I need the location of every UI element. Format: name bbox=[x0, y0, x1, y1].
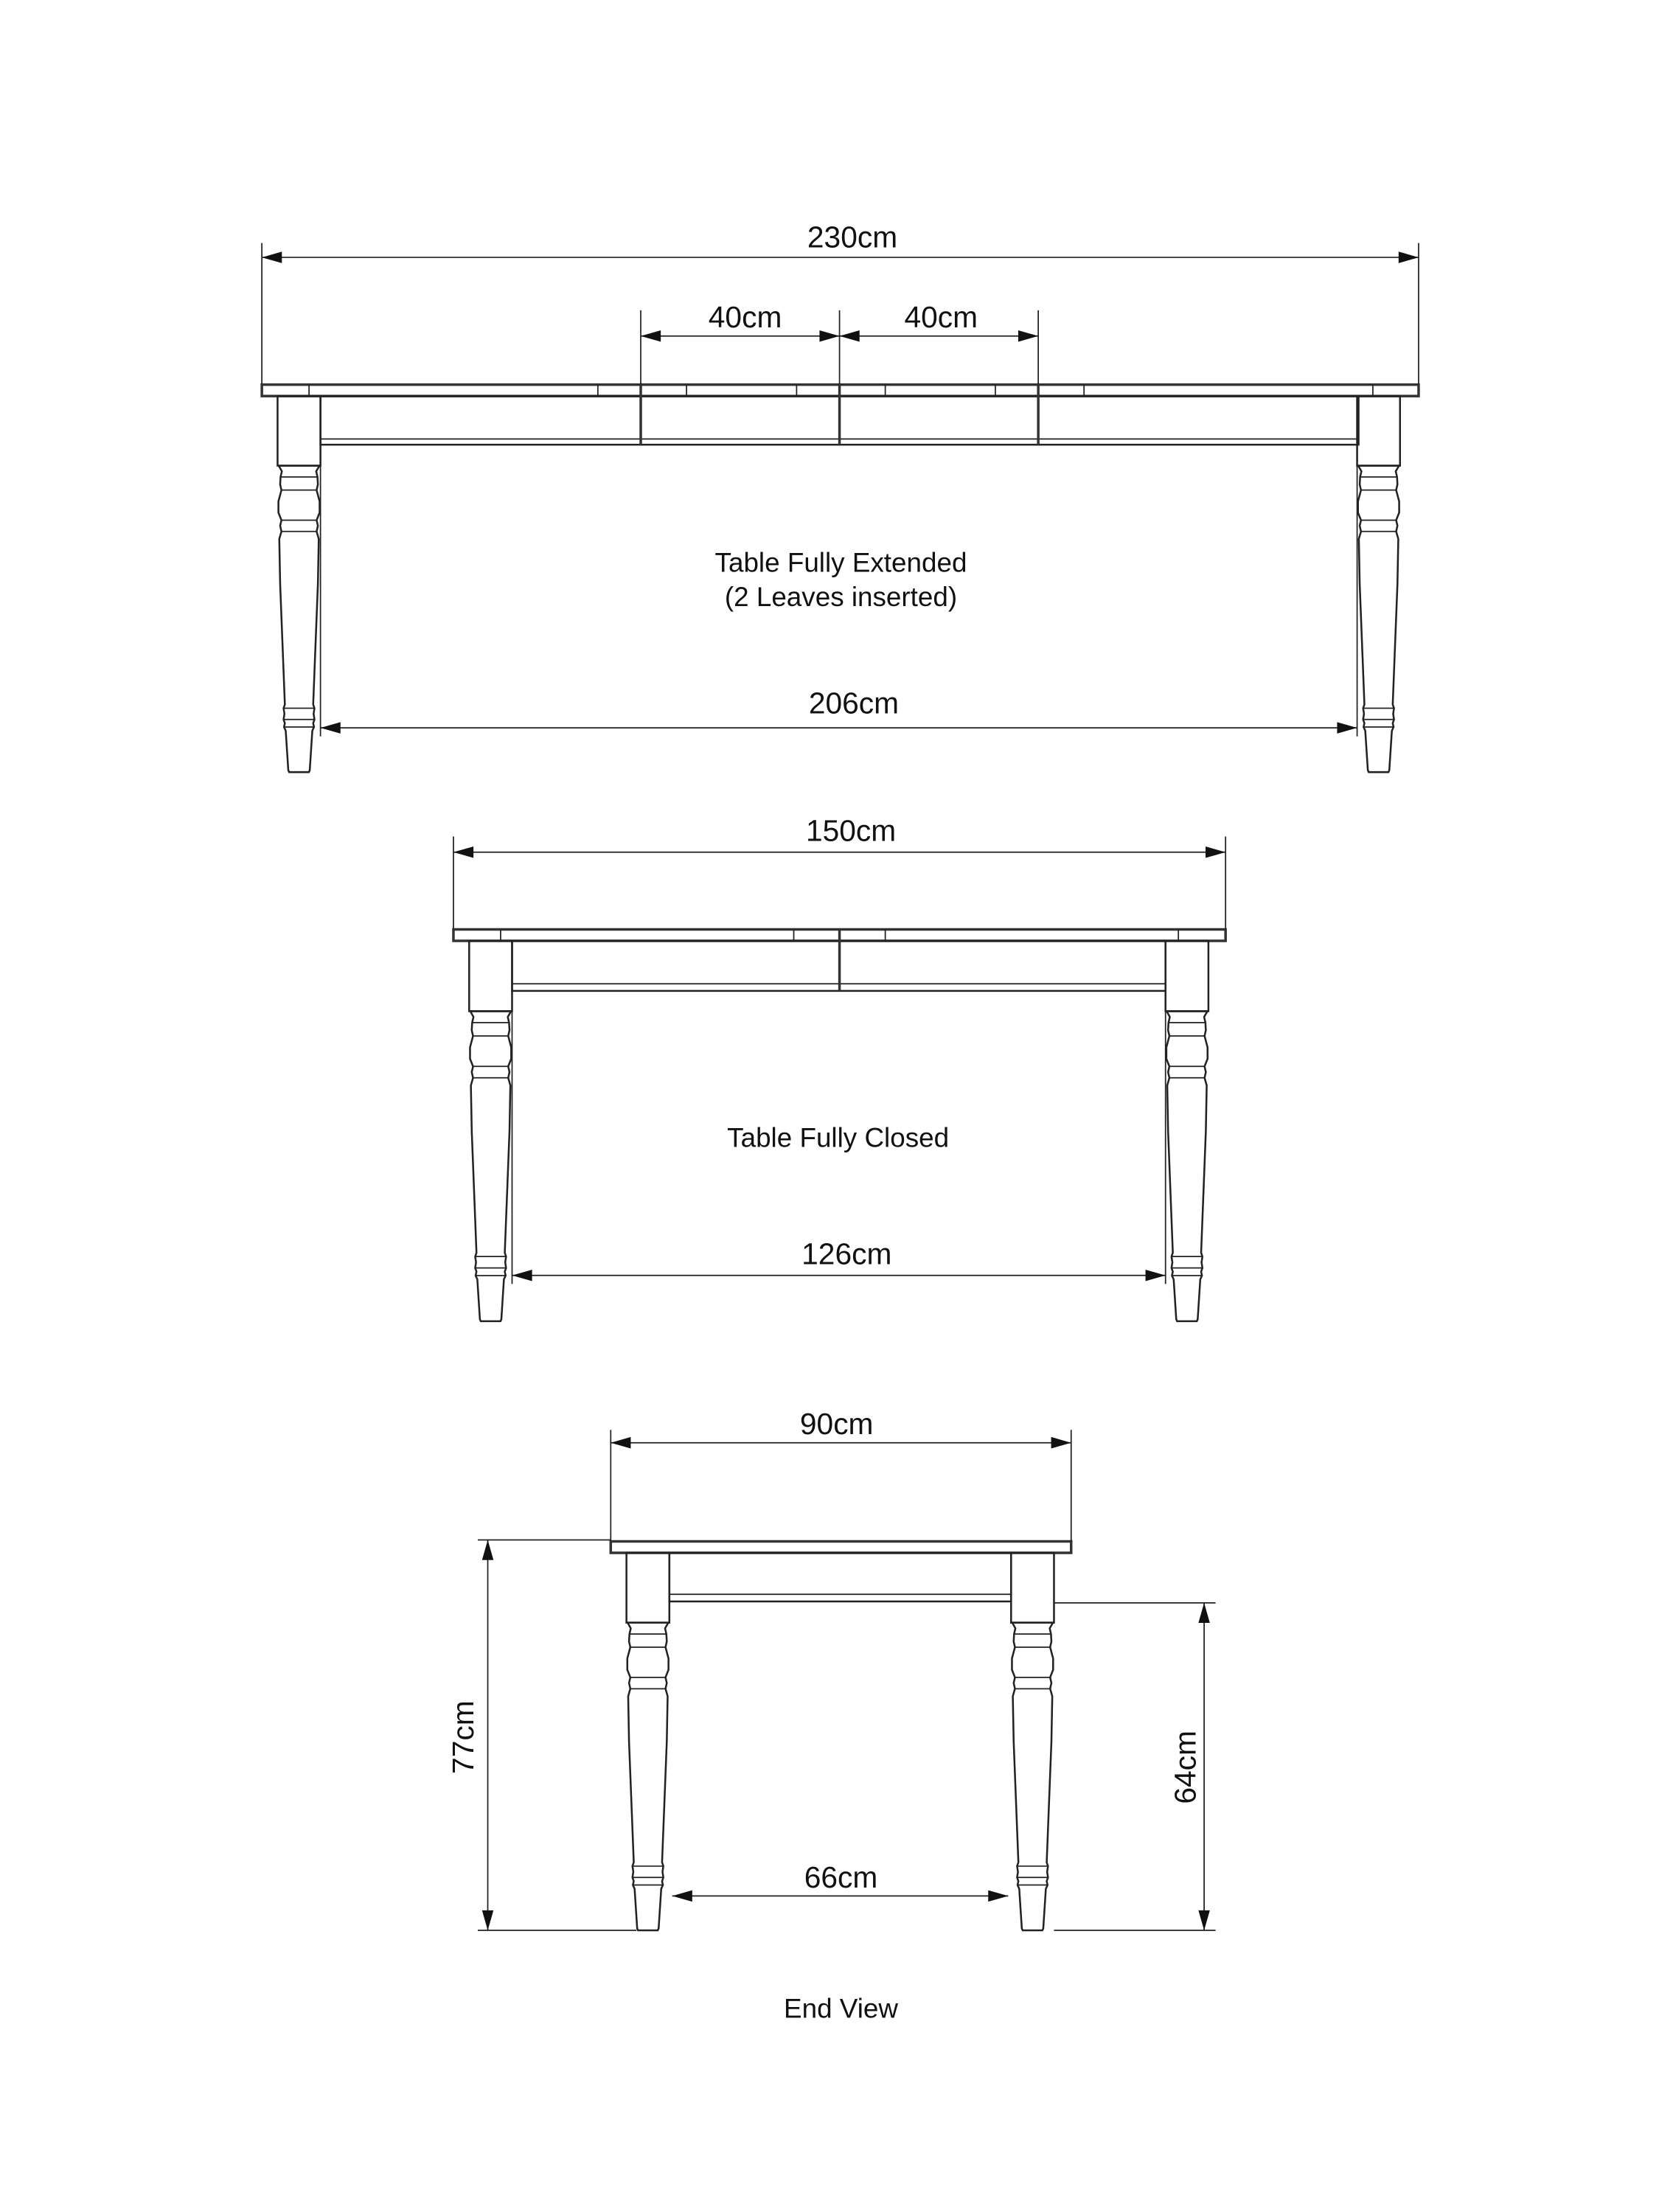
dimension-66 bbox=[672, 1860, 1009, 1902]
dimension-230 bbox=[262, 220, 1419, 384]
leg-turning bbox=[1166, 1011, 1208, 1321]
dimension-label: 126cm bbox=[801, 1237, 892, 1271]
caption-end-view: End View bbox=[784, 1993, 898, 2024]
dimension-77 bbox=[446, 1540, 636, 1930]
end-tabletop bbox=[611, 1541, 1071, 1553]
extended-top-joints bbox=[309, 385, 1373, 397]
extended-apron bbox=[321, 385, 1359, 445]
leg-left bbox=[627, 1553, 669, 1930]
dimension-90 bbox=[611, 1407, 1071, 1541]
dimension-label: 40cm bbox=[904, 300, 978, 335]
leg-block bbox=[1166, 941, 1208, 1011]
leg-turning bbox=[627, 1623, 669, 1930]
dimension-label: 90cm bbox=[799, 1407, 874, 1441]
leg-left bbox=[277, 396, 320, 772]
caption-leaves: (2 Leaves inserted) bbox=[724, 582, 958, 613]
dimension-label: 66cm bbox=[804, 1860, 878, 1894]
dimension-64 bbox=[1054, 1603, 1215, 1930]
dimension-label: 206cm bbox=[808, 686, 900, 720]
dimension-150 bbox=[453, 813, 1225, 929]
leg-turning bbox=[470, 1011, 511, 1321]
leg-block bbox=[1357, 396, 1400, 465]
leg-right bbox=[1357, 396, 1400, 772]
leg-block bbox=[1011, 1553, 1054, 1623]
leg-block bbox=[469, 941, 512, 1011]
closed-apron bbox=[512, 930, 1165, 991]
leg-left bbox=[469, 941, 512, 1321]
end-view bbox=[446, 1407, 1215, 2023]
dimension-leaf-2 bbox=[840, 300, 1039, 385]
extended-view bbox=[262, 220, 1419, 772]
dimension-leaf-1 bbox=[641, 300, 840, 385]
leg-turning bbox=[1012, 1623, 1053, 1930]
leg-block bbox=[627, 1553, 669, 1623]
dimension-label: 40cm bbox=[708, 300, 782, 335]
closed-view bbox=[453, 813, 1225, 1321]
caption-extended: Table Fully Extended bbox=[714, 547, 967, 578]
dimension-label: 64cm bbox=[1168, 1731, 1203, 1804]
end-apron bbox=[669, 1553, 1011, 1601]
leg-turning bbox=[279, 466, 320, 773]
leg-block bbox=[277, 396, 320, 465]
leg-right bbox=[1011, 1553, 1054, 1930]
leg-turning bbox=[1358, 466, 1399, 773]
caption-closed: Table Fully Closed bbox=[727, 1122, 950, 1153]
dimension-label: 230cm bbox=[807, 220, 898, 254]
leg-right bbox=[1166, 941, 1208, 1321]
dimension-label: 150cm bbox=[805, 813, 897, 848]
dimension-label: 77cm bbox=[446, 1700, 481, 1774]
